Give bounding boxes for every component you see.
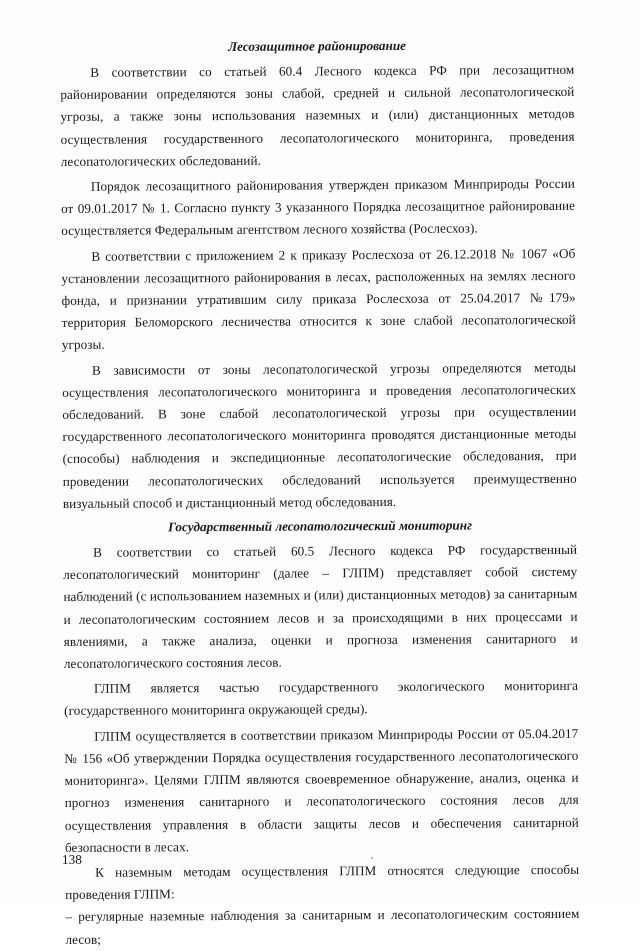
section-title-forest-zoning: Лесозащитное районирование [228, 37, 407, 54]
page-number: 138 [62, 852, 82, 867]
paragraph: ГЛПМ осуществляется в соответствии приказом Минприроды России от 05.04.2017 № 156 «Об утверждении Порядка осуществления государственного лесопатологического мониторинга». Целями ГЛПМ являются своевременное обнаружение, анализ, оценка и прогноз изменения санитарного и лесопатологического состояния лесов для осуществления управления в области защиты лесов и обеспечения санитарной безопасности в лесах. [64, 725, 579, 855]
paragraph: ГЛПМ является частью государственного экологического мониторинга (государственного мониторинга окружающей среды). [64, 678, 579, 719]
paragraph: В соответствии с приложением 2 к приказу Рослесхоза от 26.12.2018 № 1067 «Об установлении лесозащитного районирования в лесах, расположенных на землях лесного фонда, и признании утратившим силу приказа Рослесхоза от 25.04.2017 №179» территория Беломорского лесничества относится к зоне слабой лесопатологической угрозы. [61, 245, 576, 353]
list-item: – регулярные наземные наблюдения за санитарным и лесопатологическим состоянием лесов; [65, 906, 580, 947]
page-content [60, 35, 580, 951]
paragraph: К наземным методам осуществления ГЛПМ относятся следующие способы проведения ГЛПМ: [65, 861, 580, 903]
paragraph: В соответствии со статьей 60.5 Лесного кодекса РФ государственный лесопатологический мониторинг (далее – ГЛПМ) представляет собой систему наблюдений (с использованием наземных и (или) дистанционных методов) за санитарным и лесопатологическим состоянием лесов и за происходящими в них процессами и явлениями, а также анализа, оценки и прогноза изменения санитарного и лесопатологического состояния лесов. [63, 541, 578, 672]
paragraph: В зависимости от зоны лесопатологической угрозы определяются методы осуществления лесопатологического мониторинга и проведения лесопатологических обследований. В зоне слабой лесопатологической угрозы при осуществлении государственного лесопатологического мониторинга проводятся дистанционные методы (способы) наблюдения и экспедиционные лесопатологические обследования, при проведении лесопатологических обследований используется преимущественно визуальный способ и дистанционный метод обследования. [62, 359, 577, 511]
section-title-forest-monitoring: Государственный лесопатологический мониторинг [167, 517, 472, 535]
paragraph: Порядок лесозащитного районирования утвержден приказом Минприроды России от 09.01.2017 № 1. Согласно пункту 3 указанного Порядка лесозащитное районирование осуществляется Федеральным агентством лесного хозяйства (Рослесхоз). [60, 175, 576, 239]
paragraph: В соответствии со статьей 60.4 Лесного кодекса РФ при лесозащитном районировании определяются зоны слабой, средней и сильной лесопатологической угрозы, а также зоны использования наземных и (или) дистанционных методов осуществления государственного лесопатологического мониторинга, проведения лесопатологических обследований. [60, 61, 575, 169]
scan-speck [371, 857, 373, 859]
